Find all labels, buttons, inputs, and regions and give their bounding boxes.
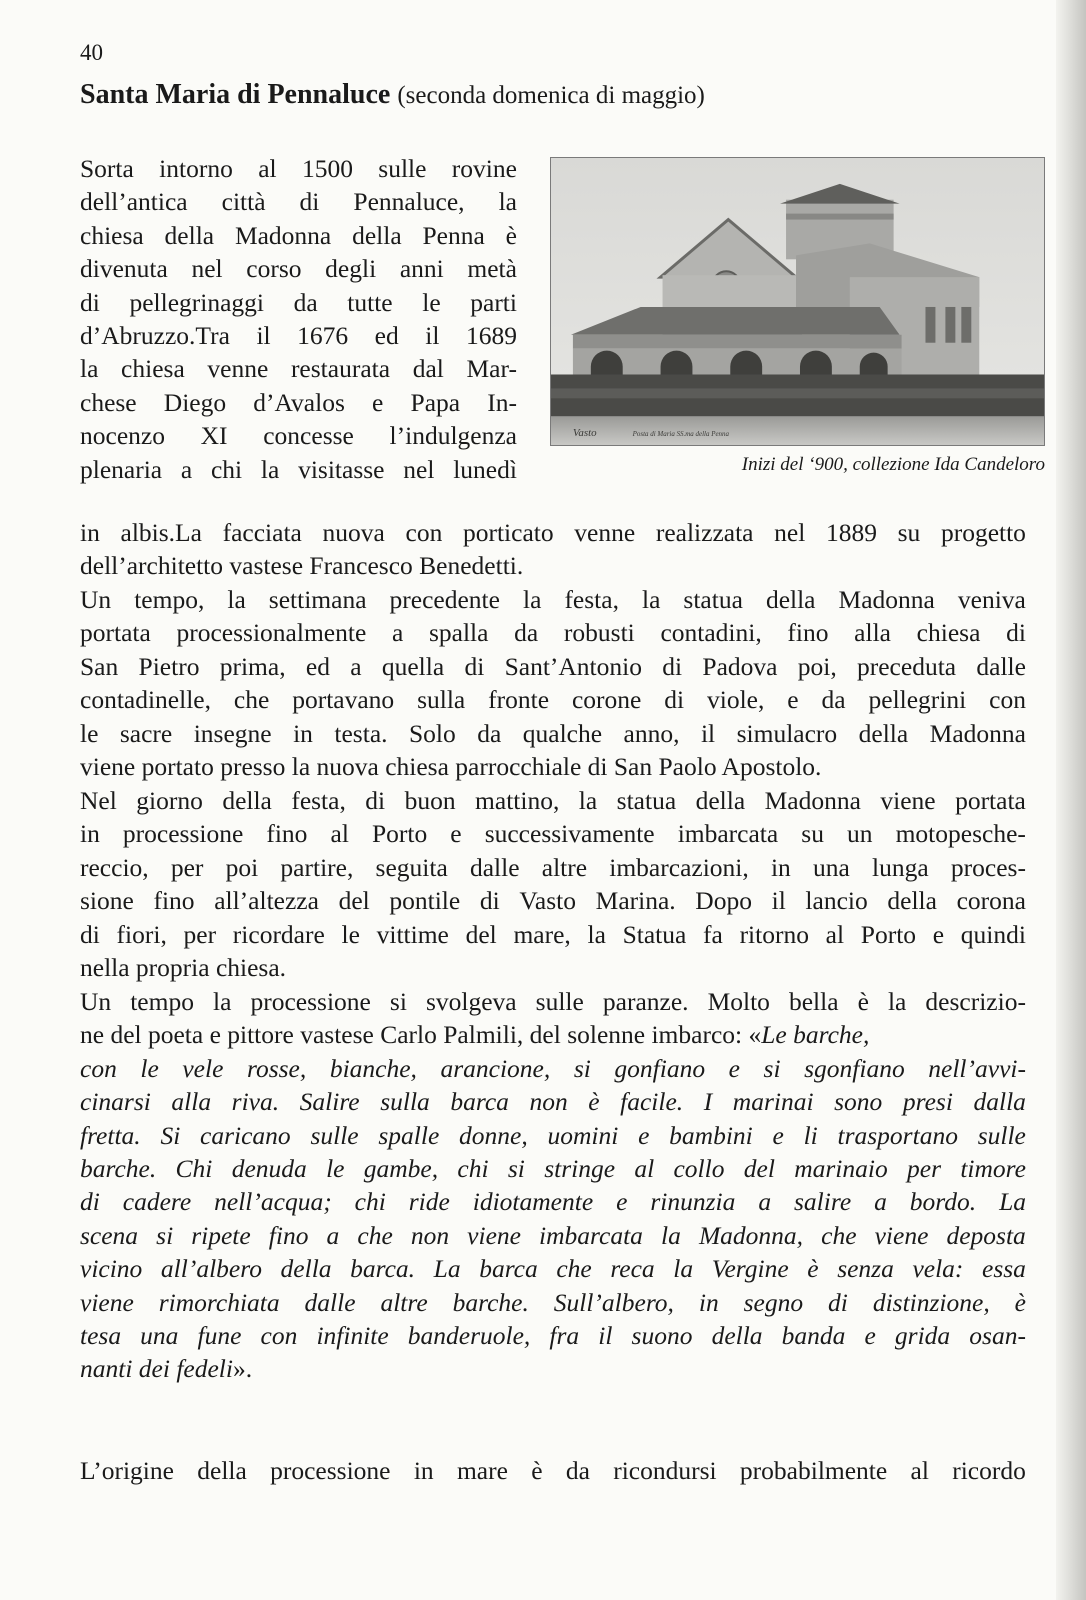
text-line: le sacre insegne in testa. Solo da qualche anno, il simulacro della Madonna — [80, 718, 1026, 748]
quote-line: scena si ripete fino a che non viene imbarcata la Madonna, che viene deposta — [80, 1220, 1026, 1250]
church-photo — [550, 157, 1045, 446]
quote-line: viene rimorchiata dalle altre barche. Sull’albero, in segno di distinzione, è — [80, 1287, 1026, 1317]
text-line: contadinelle, che portavano sulla fronte corone di viole, e da pellegrini con — [80, 685, 1026, 715]
page-title: Santa Maria di Pennaluce — [80, 79, 391, 110]
text-line: plenaria a chi la visitasse nel lunedì — [80, 454, 517, 484]
text-line: Un tempo la processione si svolgeva sulle paranze. Molto bella è la descrizio- — [80, 987, 1026, 1016]
text-line: Nel giorno della festa, di buon mattino, la statua della Madonna viene portata — [80, 786, 1026, 815]
section-heading — [80, 77, 1040, 114]
text-line — [80, 1352, 1026, 1385]
page-subtitle: (seconda domenica di maggio) — [397, 82, 705, 109]
text-line: chese Diego d’Avalos e Papa In- — [80, 387, 517, 417]
quote-line: barche. Chi denuda le gambe, chi si stringe al collo del marinaio per timore — [80, 1154, 1026, 1184]
quote-line: vicino all’albero della barca. La barca che reca la Vergine è senza vela: essa — [80, 1254, 1026, 1284]
text-line: portata processionalmente a spalla da robusti contadini, fino alla chiesa di — [80, 618, 1026, 648]
text-line: di pellegrinaggi da tutte le parti — [80, 287, 517, 317]
quote-line: di cadere nell’acqua; chi ride idiotamente e rinunzia a salire a bordo. La — [80, 1187, 1026, 1217]
quote-line: fretta. Si caricano sulle spalle donne, uomini e bambini e li trasportano sulle — [80, 1120, 1026, 1150]
quote-line: cinarsi alla riva. Salire sulla barca non è facile. I marinai sono presi dalla — [80, 1087, 1026, 1117]
paragraph-2 — [80, 583, 1026, 783]
text-line: in albis.La facciata nuova con porticato venne realizzata nel 1889 su progetto — [80, 518, 1026, 547]
text-line: nella propria chiesa. — [80, 953, 287, 983]
text-line: di fiori, per ricordare le vittime del mare, la Statua fa ritorno al Porto e quindi — [80, 919, 1026, 949]
quote-end: nanti dei fedeli — [80, 1354, 233, 1384]
paragraph-5 — [80, 1454, 1026, 1487]
photo-label-place: Vasto — [572, 427, 597, 440]
quote-intro: ne del poeta e pittore vastese Carlo Palmili, del solenne imbarco: « — [80, 1020, 762, 1050]
text-line: reccio, per poi partire, seguita dalle altre imbarcazioni, in una lunga proces- — [80, 852, 1026, 882]
text-line: Un tempo, la settimana precedente la festa, la statua della Madonna veniva — [80, 585, 1026, 614]
figure — [550, 157, 1045, 475]
quote-close: ». — [232, 1354, 253, 1384]
text-line: in processione fino al Porto e successivamente imbarcata su un motopesche- — [80, 819, 1026, 849]
text-line: dell’architetto vastese Francesco Benedetti. — [80, 551, 524, 581]
text-line: dell’antica città di Pennaluce, la — [80, 187, 517, 217]
photo-label-subject: Posta di Maria SS.ma della Penna — [632, 430, 729, 439]
quote-line: tesa una fune con infinite banderuole, fra il suono della banda e grida osan- — [80, 1321, 1026, 1351]
text-line: L’origine della processione in mare è da ricondursi probabilmente al ricordo — [80, 1456, 1026, 1485]
text-line — [80, 1018, 1026, 1051]
paragraph-4-quote — [80, 985, 1026, 1386]
text-line: d’Abruzzo.Tra il 1676 ed il 1689 — [80, 321, 517, 351]
quote-line: con le vele rosse, bianche, arancione, si gonfiano e si sgonfiano nell’avvi- — [80, 1053, 1026, 1083]
paragraph-1 — [80, 516, 1026, 583]
intro-paragraph — [80, 152, 517, 486]
figure-caption: Inizi del ‘900, collezione Ida Candeloro — [741, 454, 1045, 475]
text-line: nocenzo XI concesse l’indulgenza — [80, 421, 517, 451]
text-line: la chiesa venne restaurata dal Mar- — [80, 354, 517, 384]
text-line: viene portato presso la nuova chiesa parrocchiale di San Paolo Apostolo. — [80, 752, 822, 782]
paragraph-3 — [80, 784, 1026, 984]
text-line: divenuta nel corso degli anni metà — [80, 254, 517, 284]
text-line: sione fino all’altezza del pontile di Vasto Marina. Dopo il lancio della corona — [80, 886, 1026, 916]
text-line: Sorta intorno al 1500 sulle rovine — [80, 154, 517, 183]
text-line: chiesa della Madonna della Penna è — [80, 220, 517, 250]
text-line: San Pietro prima, ed a quella di Sant’Antonio di Padova poi, preceduta dalle — [80, 651, 1026, 681]
page-number: 40 — [80, 40, 103, 65]
quote-start: Le barche, — [761, 1020, 870, 1050]
page-edge-shadow — [1056, 0, 1086, 1600]
